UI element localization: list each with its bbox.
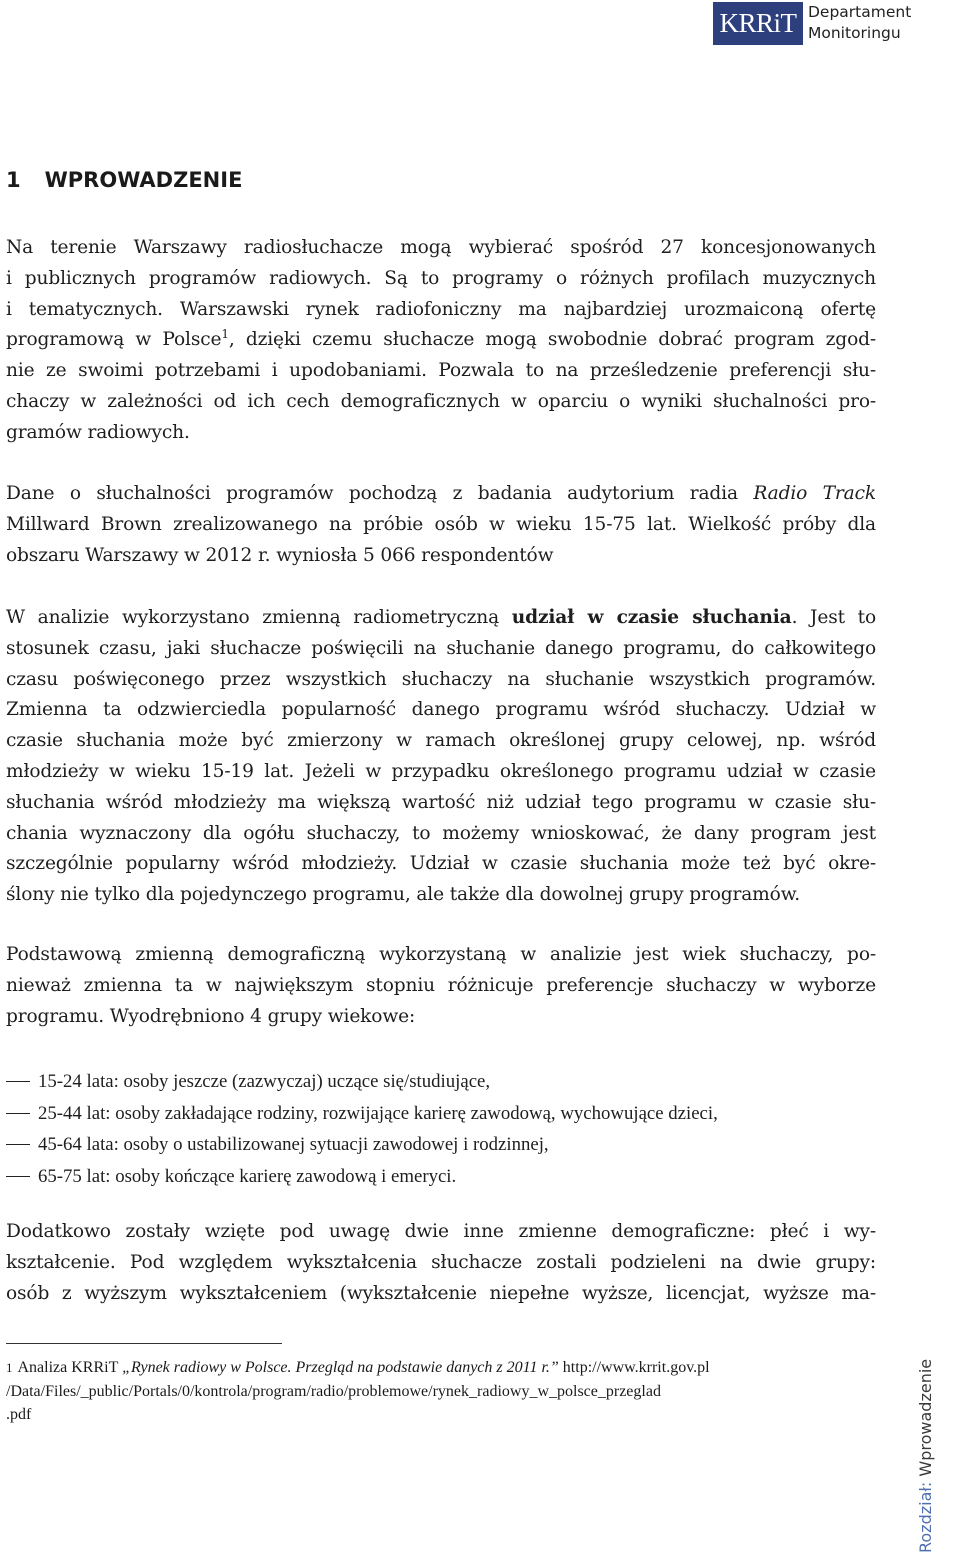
krrit-logo: KRRiT [713, 2, 803, 45]
text-line: czasie słuchania może być zmierzony w ramach określonej grupy celowej, np. wśród [6, 730, 876, 752]
text-line: chaczy w zależności od ich cech demograficznych w oparciu o wyniki słuchalności pro- [6, 390, 876, 412]
paragraph-intro [6, 233, 876, 449]
paragraph-variable [6, 603, 876, 911]
text-line: stosunek czasu, jaki słuchacze poświęcili na słuchanie danego programu, do całkowitego [6, 637, 876, 659]
footnote-link-continuation[interactable]: .pdf [6, 1406, 32, 1423]
text-line: nie ze swoimi potrzebami i upodobaniami. Pozwala to na prześledzenie preferencji słu- [6, 360, 876, 382]
paragraph-other-variables [6, 1217, 876, 1309]
dash-bullet-icon [6, 1113, 30, 1114]
text-fragment: Analiza KRRiT [17, 1359, 123, 1376]
footnote-ref[interactable]: 1 [221, 327, 229, 342]
key-term: udział w czasie słuchania [511, 607, 792, 628]
chapter-name: Wprowadzenie [916, 1358, 935, 1477]
dash-bullet-icon [6, 1144, 30, 1145]
text-line: Zmienna ta odzwierciedla popularność danego programu wśród słuchaczy. Udział w [6, 699, 876, 721]
list-item [6, 1161, 718, 1193]
text-line [6, 479, 876, 510]
list-item [6, 1066, 718, 1098]
list-item [6, 1129, 718, 1161]
list-item [6, 1098, 718, 1130]
paragraph-data-source [6, 479, 876, 571]
text-line: osób z wyższym wykształceniem (wykształcenie niepełne wyższe, licencjat, wyższe ma- [6, 1282, 876, 1304]
text-line: słuchania wśród młodzieży ma większą wartość niż udział tego programu w czasie słu- [6, 791, 876, 813]
footnote [6, 1356, 878, 1427]
text-line: Dodatkowo zostały wzięte pod uwagę dwie inne zmienne demograficzne: płeć i wy- [6, 1221, 876, 1242]
section-number: 1 [6, 168, 21, 192]
text-line: i publicznych programów radiowych. Są to programy o różnych profilach muzycznych [6, 267, 876, 289]
list-item-text: 15-24 lata: osoby jeszcze (zazwyczaj) uczące się/studiujące, [38, 1071, 491, 1092]
text-line: kształcenie. Pod względem wykształcenia słuchacze zostali podzieleni na dwie grupy: [6, 1251, 876, 1273]
chapter-sidebar-label [916, 1323, 936, 1553]
text-line: czasu poświęconego przez wszystkich słuchaczy na słuchanie wszystkich programów. [6, 668, 876, 690]
department-name [808, 2, 958, 44]
text-line: programu. Wyodrębniono 4 grupy wiekowe: [6, 1005, 416, 1027]
age-group-list [6, 1066, 718, 1192]
text-line: Na terenie Warszawy radiosłuchacze mogą wybierać spośród 27 koncesjonowanych [6, 237, 876, 258]
text-line: chania wyznaczony dla ogółu słuchaczy, to możemy wnioskować, że dany program jest [6, 822, 876, 844]
footnote-line [6, 1356, 878, 1380]
text-line: nieważ zmienna ta w największym stopniu różnicuje preferencje słuchaczy w wyborze [6, 974, 876, 996]
section-heading [6, 168, 242, 192]
text-line: szczególnie popularny wśród młodzieży. Udział w czasie słuchania może też być okre- [6, 853, 876, 875]
footnote-divider [6, 1343, 282, 1344]
text-line [6, 603, 876, 634]
report-title: „Rynek radiowy w Polsce. Przegląd na podstawie danych z 2011 r.” [122, 1359, 559, 1376]
dash-bullet-icon [6, 1081, 30, 1082]
chapter-label: Rozdział: [916, 1481, 935, 1553]
section-title: WPROWADZENIE [44, 168, 243, 192]
text-fragment: , dzięki czemu słuchacze mogą swobodnie dobrać program zgod- [228, 329, 876, 351]
text-line: gramów radiowych. [6, 421, 190, 443]
text-line: ślony nie tylko dla pojedynczego programu, ale także dla dowolnej grupy programów. [6, 884, 801, 906]
footnote-link-continuation[interactable]: /Data/Files/_public/Portals/0/kontrola/program/radio/problemowe/rynek_radiowy_w_polsce_przeglad [6, 1382, 661, 1400]
text-fragment: Dane o słuchalności programów pochodzą z badania audytorium radia [6, 483, 754, 504]
footnote-mark: 1 [6, 1360, 13, 1375]
footnote-link[interactable]: http://www.krrit.gov.pl [558, 1359, 710, 1376]
study-name: Radio Track [753, 483, 876, 504]
paragraph-age [6, 940, 876, 1032]
department-line2: Monitoringu [808, 24, 901, 42]
text-fragment: . Jest to [791, 607, 876, 628]
list-item-text: 65-75 lat: osoby kończące karierę zawodową i emeryci. [38, 1165, 457, 1187]
list-item-text: 45-64 lata: osoby o ustabilizowanej sytuacji zawodowej i rodzinnej, [38, 1134, 549, 1155]
list-item-text: 25-44 lat: osoby zakładające rodziny, rozwijające karierę zawodową, wychowujące dzieci, [38, 1102, 718, 1124]
text-line: obszaru Warszawy w 2012 r. wyniosła 5 066 respondentów [6, 544, 554, 566]
text-line: Millward Brown zrealizowanego na próbie osób w wieku 15-75 lat. Wielkość próby dla [6, 513, 876, 535]
text-line: młodzieży w wieku 15-19 lat. Jeżeli w przypadku określonego programu udział w czasie [6, 760, 876, 782]
text-line: Podstawową zmienną demograficzną wykorzystaną w analizie jest wiek słuchaczy, po- [6, 944, 876, 965]
text-fragment: W analizie wykorzystano zmienną radiometryczną [6, 607, 512, 628]
text-line: i tematycznych. Warszawski rynek radiofoniczny ma najbardziej urozmaiconą ofertę [6, 298, 876, 320]
department-line1: Departament [808, 3, 912, 21]
text-fragment: programową w Polsce [6, 329, 222, 351]
dash-bullet-icon [6, 1176, 30, 1177]
text-line [6, 325, 876, 356]
